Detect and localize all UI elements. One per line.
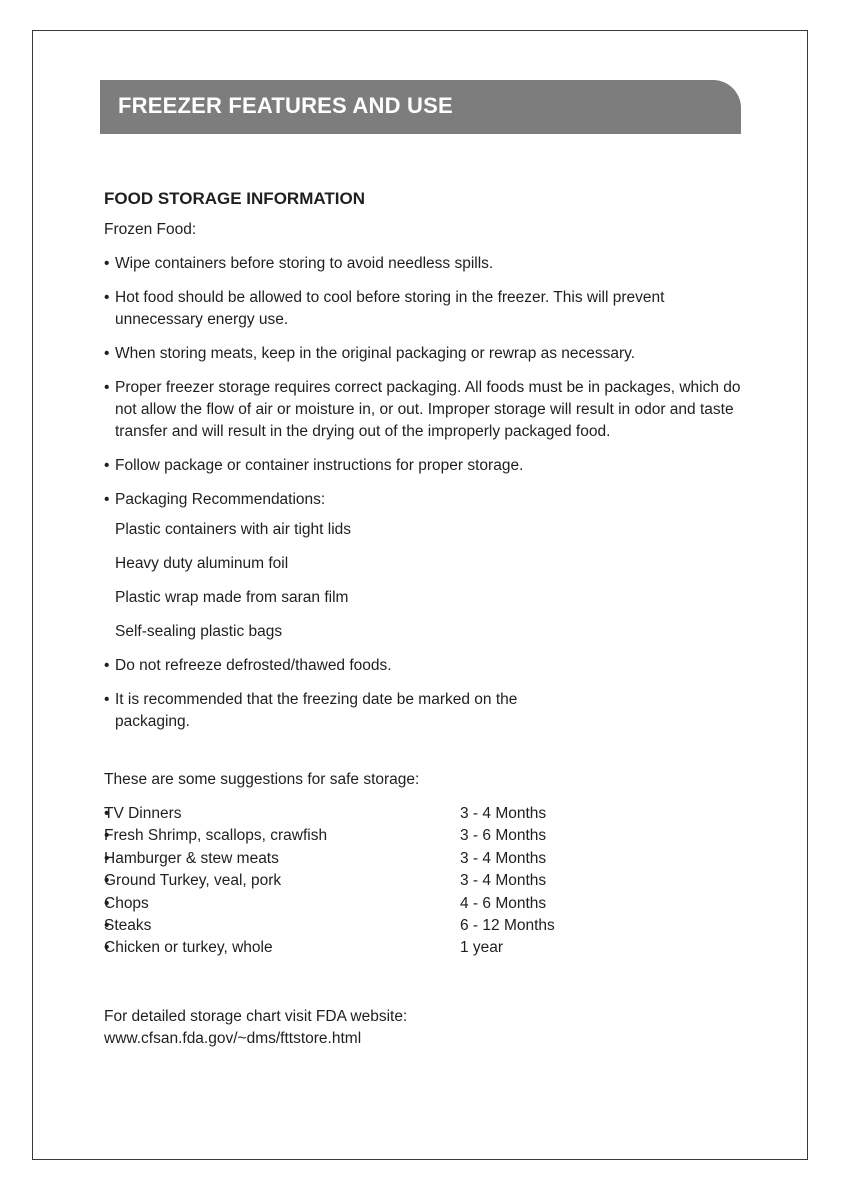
packaging-item: Plastic wrap made from saran film bbox=[115, 589, 349, 606]
packaging-item: Self-sealing plastic bags bbox=[115, 623, 283, 640]
list-item: • Proper freezer storage requires correct packaging. All foods must be in packages, which do not allow the flow of air or moisture in, or out. Improper storage will result in odor and taste transfer and will result in the drying out of the improperly packaged food. bbox=[104, 377, 754, 443]
table-row bbox=[104, 803, 555, 825]
duration-cell: 1 year bbox=[460, 939, 504, 957]
content-body bbox=[104, 186, 754, 1050]
duration-cell: 4 - 6 Months bbox=[460, 894, 547, 912]
page-title: FREEZER FEATURES AND USE bbox=[118, 93, 453, 118]
packaging-item: Heavy duty aluminum foil bbox=[115, 555, 289, 572]
section-heading: FOOD STORAGE INFORMATION bbox=[104, 189, 365, 208]
table-row bbox=[104, 825, 555, 847]
fda-website-link[interactable]: www.cfsan.fda.gov/~dms/fttstore.html bbox=[104, 1029, 362, 1047]
intro-text: Frozen Food: bbox=[104, 221, 197, 238]
food-cell: • Chops bbox=[104, 893, 460, 915]
storage-table bbox=[104, 803, 555, 960]
food-cell: • Chicken or turkey, whole bbox=[104, 937, 460, 959]
food-cell: • Ground Turkey, veal, pork bbox=[104, 870, 460, 892]
table-row bbox=[104, 870, 555, 892]
list-item: • Packaging Recommendations: Plastic containers with air tight lids Heavy duty aluminum foil Plastic wrap made from saran film Self-sealing plastic bags bbox=[104, 489, 754, 643]
packaging-recommendations-list bbox=[115, 519, 754, 643]
suggestions-title: These are some suggestions for safe storage: bbox=[104, 771, 420, 788]
list-item: • Follow package or container instructions for proper storage. bbox=[104, 455, 754, 477]
footer-text: For detailed storage chart visit FDA website: bbox=[104, 1007, 408, 1025]
table-row bbox=[104, 937, 555, 959]
food-cell: • Fresh Shrimp, scallops, crawfish bbox=[104, 825, 460, 847]
duration-cell: 3 - 4 Months bbox=[460, 849, 547, 867]
list-item: • Hot food should be allowed to cool before storing in the freezer. This will prevent unnecessary energy use. bbox=[104, 287, 754, 331]
storage-tips-list bbox=[104, 253, 754, 733]
section-banner bbox=[100, 80, 741, 134]
table-row bbox=[104, 848, 555, 870]
list-item: • Wipe containers before storing to avoid needless spills. bbox=[104, 253, 754, 275]
packaging-item: Plastic containers with air tight lids bbox=[115, 521, 352, 538]
food-cell: • Hamburger & stew meats bbox=[104, 848, 460, 870]
table-row bbox=[104, 893, 555, 915]
duration-cell: 6 - 12 Months bbox=[460, 916, 555, 934]
list-item: • Do not refreeze defrosted/thawed foods. bbox=[104, 655, 754, 677]
duration-cell: 3 - 4 Months bbox=[460, 872, 547, 890]
list-item: • When storing meats, keep in the original packaging or rewrap as necessary. bbox=[104, 343, 754, 365]
footer-note bbox=[104, 1006, 754, 1050]
duration-cell: 3 - 4 Months bbox=[460, 805, 547, 822]
duration-cell: 3 - 6 Months bbox=[460, 827, 547, 845]
table-row bbox=[104, 915, 555, 937]
food-cell: • Steaks bbox=[104, 915, 460, 937]
list-item: • It is recommended that the freezing date be marked on the packaging. bbox=[104, 689, 585, 733]
food-cell: • TV Dinners bbox=[104, 803, 460, 825]
